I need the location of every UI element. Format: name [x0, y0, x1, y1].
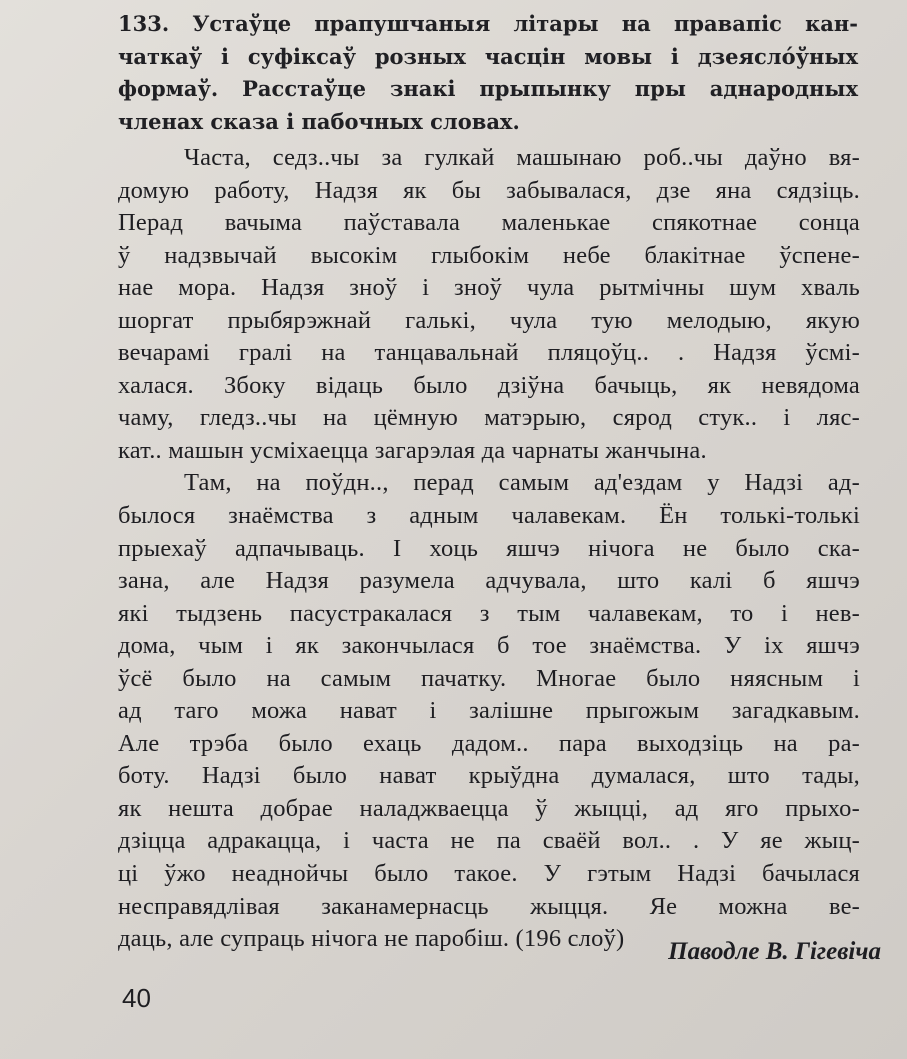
task-line: чаткаў і суфіксаў розных часцін мовы і дзеясло́ўных — [118, 43, 858, 69]
text-line: несправядлівая заканамернасць жыцця. Яе можна ве- — [118, 892, 860, 920]
text-line: які тыдзень пасустракалася з тым чалавекам, то і нев- — [118, 599, 860, 627]
task-line: формаў. Расстаўце знакі прыпынку пры аднародных — [118, 76, 858, 101]
text-line: зана, але Надзя разумела адчувала, што калі б яшчэ — [118, 567, 860, 595]
text-line: Перад вачыма паўставала маленькае спякотнае сонца — [118, 209, 860, 237]
text-line: дома, чым і як закончылася б тое знаёмства. У іх яшчэ — [118, 632, 860, 660]
text-line: прыехаў адпачываць. І хоць яшчэ нічога не было ска- — [118, 534, 860, 562]
text-line: шоргат прыбярэжнай галькі, чула тую мелодыю, якую — [118, 306, 860, 334]
text-line: былося знаёмства з адным чалавекам. Ён толькі-толькі — [118, 502, 860, 530]
text-line: Там, на поўдн.., перад самым ад'ездам у Надзі ад- — [184, 469, 860, 497]
author-attribution: Паводле В. Гігевіча — [668, 938, 881, 965]
exercise-text — [118, 142, 860, 956]
task-line: членах сказа і пабочных словах. — [118, 108, 520, 134]
exercise-task — [118, 8, 858, 138]
page-number: 40 — [122, 983, 151, 1013]
text-line: боту. Надзі было нават крыўдна думалася, што тады, — [118, 762, 860, 790]
text-line: ці ўжо неаднойчы было такое. У гэтым Надзі бачылася — [118, 860, 860, 888]
task-line: 133. Устаўце прапушчаныя літары на правапіс кан- — [118, 11, 858, 36]
text-line: як нешта добрае наладжваецца ў жыцці, ад яго прыхо- — [118, 794, 860, 822]
text-line: даць, але супраць нічога не паробіш. (196 слоў) — [118, 925, 625, 953]
text-line: нае мора. Надзя зноў і зноў чула рытмічны шум хваль — [118, 274, 860, 302]
text-line: ўсё было на самым пачатку. Многае было няясным і — [118, 664, 860, 692]
text-line: Часта, седз..чы за гулкай машынаю роб..чы даўно вя- — [184, 144, 860, 171]
text-line: халася. Збоку відаць было дзіўна бачыць, як невядома — [118, 371, 860, 399]
text-line: кат.. машын усміхаецца загарэлая да чарнаты жанчына. — [118, 436, 707, 464]
text-line: дзіцца адракацца, і часта не па сваёй вол.. . У яе жыц- — [118, 827, 860, 855]
text-line: ў надзвычай высокім глыбокім небе блакітнае ўспене- — [118, 241, 860, 269]
text-line: домую работу, Надзя як бы забывалася, дзе яна сядзіць. — [118, 176, 860, 204]
text-line: вечарамі гралі на танцавальнай пляцоўц.. . Надзя ўсмі- — [118, 339, 860, 367]
text-line: Але трэба было ехаць дадом.. пара выходзіць на ра- — [118, 729, 860, 757]
text-line: ад таго можа нават і залішне прыгожым загадкавым. — [118, 697, 860, 725]
text-line: чаму, гледз..чы на цёмную матэрыю, сярод стук.. і ляс- — [118, 404, 860, 432]
